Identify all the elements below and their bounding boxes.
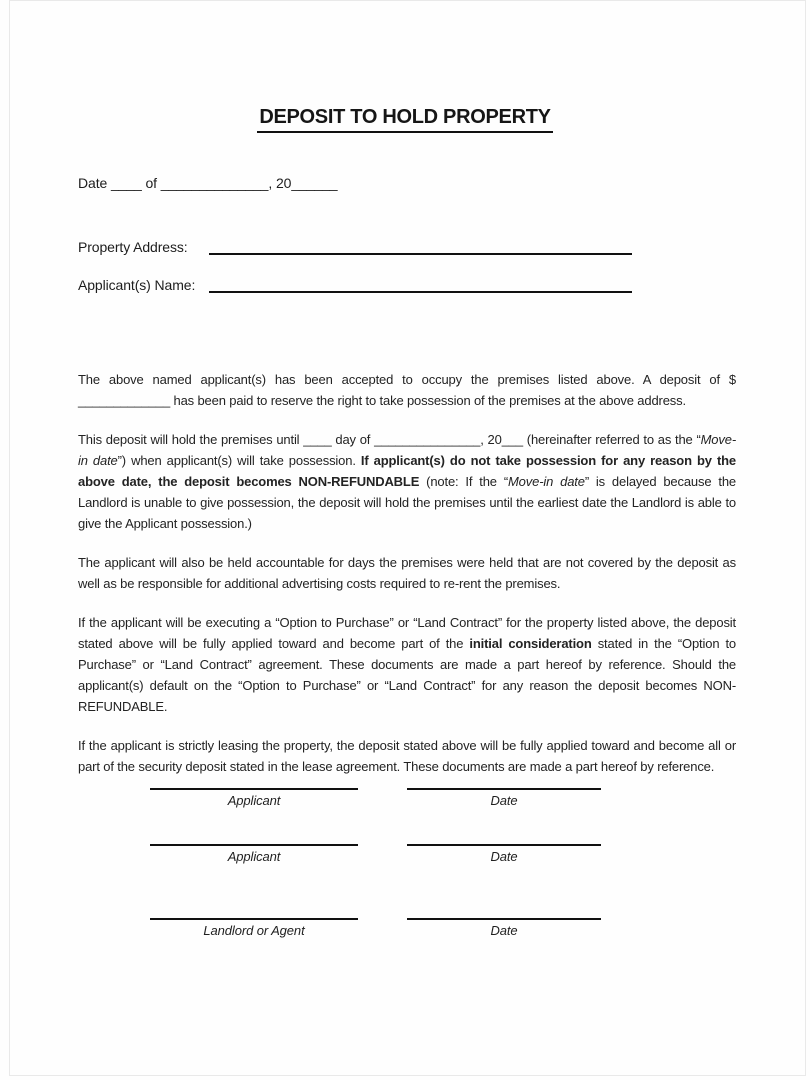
paragraph-run: This deposit will hold the premises until ____ day of _______________, 20___ (hereinafter referred to as the “ [78,432,701,447]
paragraph [78,612,736,717]
date-blank-line [407,788,601,790]
signature-row [150,844,610,864]
paragraph-bold-run: initial consideration [469,636,592,651]
signature-blank-line [150,918,358,920]
date-label: Date [490,793,518,808]
paragraphs-section [78,369,736,795]
date-label: Date [490,849,518,864]
title-row [0,106,810,133]
paragraph-run: If the applicant will be executing a “Option to Purchase” or “Land Contract” for the property listed above, the deposit stated above will be fully applied toward and become part of the [78,615,736,651]
applicants-name-label: Applicant(s) Name: [78,277,196,293]
paragraph-run: ” is delayed because the Landlord is unable to give possession, the deposit will hold the premises until the earliest date the Landlord is able to give the Applicant possession.) [78,474,736,531]
signature-row [150,918,610,938]
paragraph-bold-run: If applicant(s) do not take possession for any reason by the above date, the deposit becomes NON-REFUNDABLE [78,453,736,489]
date-label: Date [490,923,518,938]
date-blank-line [407,844,601,846]
paragraph-run: The applicant will also be held accountable for days the premises were held that are not covered by the deposit as well as be responsible for additional advertising costs required to re-rent the premises. [78,555,736,591]
date-blank-line [407,918,601,920]
signer-column [150,788,358,808]
signature-section [150,788,610,938]
signature-blank-line [150,844,358,846]
paragraph-run: The above named applicant(s) has been accepted to occupy the premises listed above. A deposit of $ _____________ has been paid to reserve the right to take possession of the premises at the above address. [78,372,736,408]
paragraph-run: If the applicant is strictly leasing the property, the deposit stated above will be fully applied toward and become all or part of the security deposit stated in the lease agreement. These documents are made a part hereof by reference. [78,738,736,774]
property-address-blank-line [209,253,632,255]
property-address-label: Property Address: [78,239,188,255]
signer-label: Landlord or Agent [203,923,305,938]
paragraph-run: (note: If the “ [419,474,508,489]
signature-row [150,788,610,808]
signer-column [150,918,358,938]
paragraph-run: ”) when applicant(s) will take possession. [117,453,361,468]
signer-column [150,844,358,864]
date-column [407,844,601,864]
paragraph-italic-run: Move-in date [508,474,585,489]
date-column [407,918,601,938]
paragraph [78,735,736,777]
applicants-name-blank-line [209,291,632,293]
page-title: DEPOSIT TO HOLD PROPERTY [257,106,552,133]
date-column [407,788,601,808]
date-blank-line: Date ____ of ______________, 20______ [78,175,338,191]
signature-blank-line [150,788,358,790]
paragraph [78,429,736,534]
paragraph [78,369,736,411]
signer-label: Applicant [227,793,281,808]
paragraph [78,552,736,594]
paragraph-run: stated in the “Option to Purchase” or “Land Contract” agreement. These documents are made a part hereof by reference. Should the applicant(s) default on the “Option to Purchase” or “Land Contract” for any reason the deposit becomes NON-REFUNDABLE. [78,636,736,714]
paragraph-italic-run: Move-in date [78,432,736,468]
signer-label: Applicant [227,849,281,864]
